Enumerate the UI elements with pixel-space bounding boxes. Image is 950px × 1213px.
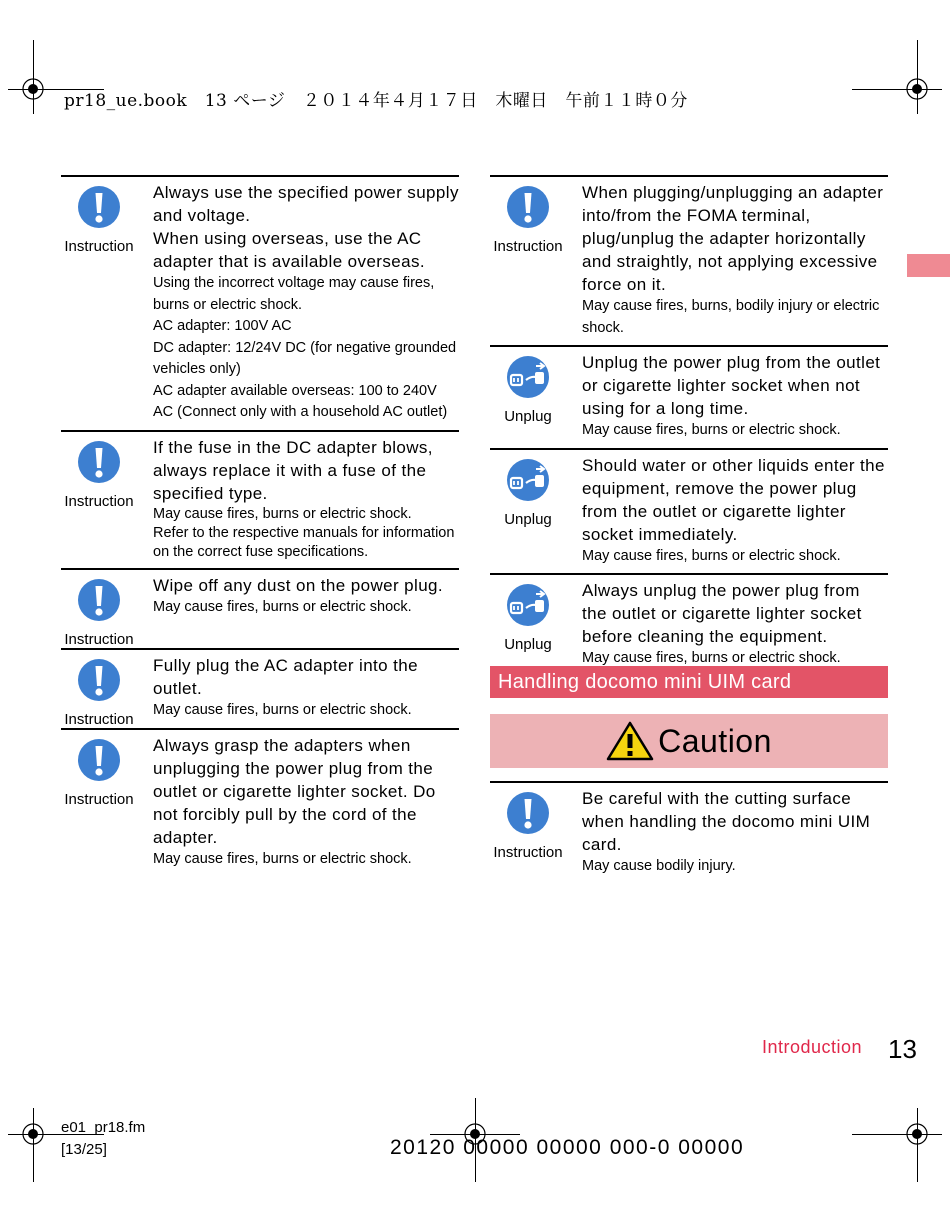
instruction-icon	[77, 738, 121, 787]
safety-item-main: If the fuse in the DC adapter blows, always replace it with a fuse of the specified type.	[153, 437, 433, 503]
print-header: pr18_ue.book 13 ページ ２０１４年４月１７日 木曜日 午前１１時０分	[64, 91, 688, 111]
safety-item	[490, 781, 888, 884]
safety-item-note: May cause fires, burns or electric shock.	[582, 650, 841, 666]
warning-triangle-icon	[606, 721, 654, 761]
registration-mark-icon	[905, 77, 929, 101]
safety-item	[61, 430, 459, 568]
safety-item-main: Fully plug the AC adapter into the outlet.	[153, 655, 418, 698]
safety-item-main: Should water or other liquids enter the equipment, remove the power plug from the outlet or cigarette lighter socket immediately.	[582, 455, 885, 544]
safety-item-icon-cell	[61, 177, 137, 430]
safety-item-icon-cell	[490, 575, 566, 676]
safety-item	[61, 728, 459, 877]
file-name: e01_pr18.fm	[61, 1119, 146, 1136]
safety-item-text	[137, 730, 459, 877]
section-heading: Handling docomo mini UIM card	[490, 666, 888, 698]
icon-caption: Unplug	[504, 636, 552, 653]
safety-item-note: Using the incorrect voltage may cause fires, burns or electric shock.	[153, 275, 435, 313]
safety-item	[61, 648, 459, 728]
safety-item-note: May cause fires, burns or electric shock.	[153, 505, 412, 522]
safety-item-note: Refer to the respective manuals for information on the correct fuse specifications.	[153, 524, 455, 560]
safety-item-note: May cause fires, burns or electric shock.	[582, 547, 841, 564]
safety-item-main: Always grasp the adapters when unplugging the power plug from the outlet or cigarette lighter socket. Do not forcibly pull by the cord of the adapter.	[153, 735, 436, 847]
safety-item	[490, 345, 888, 448]
file-info	[61, 1117, 145, 1161]
safety-item-icon-cell	[61, 730, 137, 877]
icon-caption: Instruction	[64, 790, 134, 808]
safety-item-note: May cause fires, burns or electric shock.	[153, 701, 412, 718]
page-number: 13	[888, 1034, 917, 1064]
uim-rows	[490, 781, 888, 884]
safety-item	[61, 568, 459, 648]
instruction-icon	[77, 440, 121, 489]
footer-section-name: Introduction	[762, 1037, 863, 1057]
icon-caption: Instruction	[64, 238, 134, 255]
unplug-icon	[506, 458, 550, 507]
safety-item-note: May cause fires, burns, bodily injury or electric shock.	[582, 298, 880, 336]
instruction-icon	[77, 185, 121, 234]
registration-mark-icon	[21, 77, 45, 101]
instruction-icon	[506, 185, 550, 234]
caution-label: Caution	[658, 722, 772, 759]
safety-item-main: Wipe off any dust on the power plug.	[153, 575, 444, 595]
safety-item-main: Always unplug the power plug from the outlet or cigarette lighter socket before cleaning the equipment.	[582, 581, 862, 646]
unplug-icon	[506, 583, 550, 632]
file-page: [13/25]	[61, 1141, 107, 1158]
safety-item-note: May cause fires, burns or electric shock.	[153, 598, 412, 615]
safety-item-icon-cell	[61, 432, 137, 568]
safety-item-text	[566, 783, 888, 884]
caution-banner	[490, 714, 888, 768]
safety-item-text	[137, 650, 459, 728]
unplug-icon	[506, 355, 550, 404]
safety-item-main: Be careful with the cutting surface when handling the docomo mini UIM card.	[582, 789, 871, 854]
safety-item-main: When plugging/unplugging an adapter into/from the FOMA terminal, plug/unplug the adapter horizontally and straightly, not applying excessive force on it.	[582, 183, 884, 294]
barcode-number: 20120 00000 00000 000-0 00000	[390, 1136, 745, 1159]
icon-caption: Instruction	[493, 844, 563, 861]
safety-item-main: When using overseas, use the AC adapter that is available overseas.	[153, 229, 425, 271]
safety-item-text	[566, 450, 888, 574]
instruction-icon	[77, 658, 121, 707]
safety-item-icon-cell	[490, 450, 566, 574]
safety-item-note: AC adapter: 100V AC	[153, 318, 292, 334]
instruction-icon	[506, 791, 550, 840]
safety-item-note: DC adapter: 12/24V DC (for negative grounded vehicles only)	[153, 339, 457, 377]
left-column	[61, 175, 459, 876]
safety-item-note: May cause bodily injury.	[582, 858, 736, 874]
icon-caption: Instruction	[493, 238, 563, 255]
registration-mark-icon	[905, 1122, 929, 1146]
safety-item-icon-cell	[490, 783, 566, 884]
icon-caption: Instruction	[64, 630, 134, 648]
instruction-icon	[77, 578, 121, 627]
safety-item-icon-cell	[490, 347, 566, 448]
right-column	[490, 175, 888, 676]
safety-item-main: Always use the specified power supply and voltage.	[153, 183, 459, 225]
safety-item-text	[137, 177, 459, 430]
safety-item	[490, 448, 888, 574]
safety-item	[490, 175, 888, 345]
safety-item-main: Unplug the power plug from the outlet or cigarette lighter socket when not using for a long time.	[582, 353, 881, 418]
icon-caption: Unplug	[504, 408, 552, 425]
safety-item-text	[566, 575, 888, 676]
safety-item	[490, 573, 888, 676]
safety-item-text	[566, 347, 888, 448]
icon-caption: Instruction	[64, 492, 134, 510]
safety-item-icon-cell	[490, 177, 566, 345]
safety-item-note: May cause fires, burns or electric shock.	[153, 850, 412, 867]
safety-item-icon-cell	[61, 650, 137, 728]
safety-item-text	[137, 432, 459, 568]
safety-item-text	[566, 177, 888, 345]
registration-mark-icon	[21, 1122, 45, 1146]
safety-item-note: AC adapter available overseas: 100 to 240V AC (Connect only with a household AC outlet)	[153, 382, 448, 420]
icon-caption: Unplug	[504, 510, 552, 528]
icon-caption: Instruction	[64, 710, 134, 728]
safety-item-note: May cause fires, burns or electric shock.	[582, 422, 841, 438]
section-tab-marker	[907, 254, 950, 277]
safety-item	[61, 175, 459, 430]
safety-item-text	[137, 570, 459, 648]
safety-item-icon-cell	[61, 570, 137, 648]
